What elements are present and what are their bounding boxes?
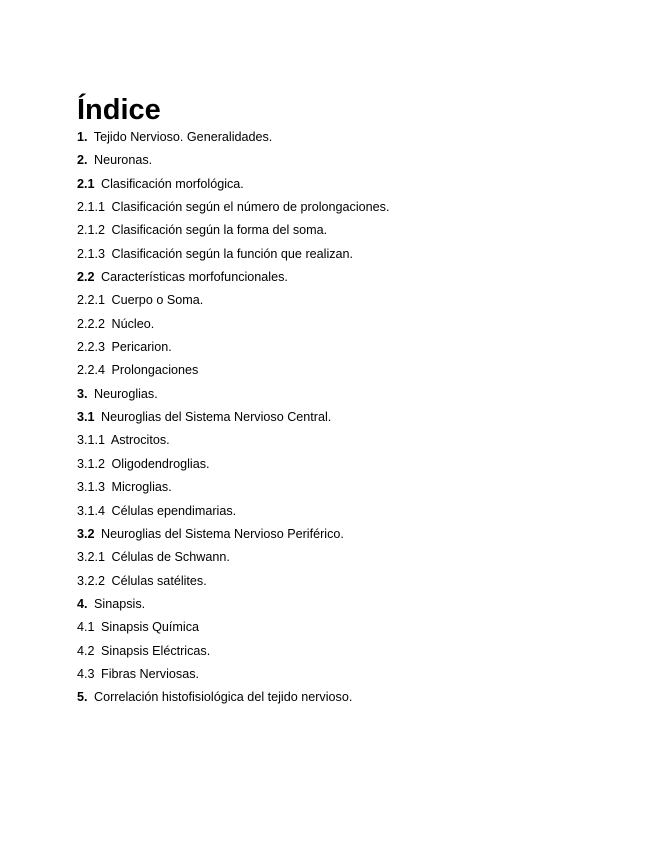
toc-entry-number: 3.: [77, 386, 88, 401]
toc-entry: [77, 149, 389, 172]
toc-entry-number: 4.: [77, 596, 88, 611]
toc-entry: [77, 336, 389, 359]
toc-entry-text: Correlación histofisiológica del tejido nervioso.: [94, 690, 353, 705]
toc-entry-text: Oligodendroglias.: [111, 456, 210, 471]
toc-entry-number: 2.1.2: [77, 223, 106, 238]
toc-entry: [77, 219, 389, 242]
toc-entry-text: Pericarion.: [111, 340, 172, 355]
toc-entry: [77, 429, 389, 452]
toc-entry: [77, 313, 389, 336]
toc-entry: [77, 546, 389, 569]
toc-entry-number: 3.1.4: [77, 503, 106, 518]
toc-entry-number: 2.1.3: [77, 246, 106, 261]
toc-entry-number: 3.1.1: [77, 433, 106, 448]
toc-entry-text: Sinapsis Química: [101, 620, 200, 635]
toc-entry-text: Neuronas.: [94, 153, 153, 168]
toc-entry-number: 4.3: [77, 666, 95, 681]
toc-entry-text: Sinapsis Eléctricas.: [101, 643, 211, 658]
toc-entry: [77, 196, 389, 219]
toc-entry: [77, 126, 389, 149]
toc-entry: [77, 453, 389, 476]
table-of-contents: [77, 126, 389, 710]
toc-entry-number: 5.: [77, 690, 88, 705]
toc-entry-number: 2.2.4: [77, 363, 106, 378]
toc-entry: [77, 523, 389, 546]
toc-entry: [77, 406, 389, 429]
toc-entry-text: Clasificación según el número de prolongaciones.: [111, 200, 390, 215]
toc-entry: [77, 640, 389, 663]
toc-entry-text: Cuerpo o Soma.: [111, 293, 204, 308]
toc-entry-number: 3.1: [77, 410, 95, 425]
toc-entry-text: Neuroglias.: [94, 386, 158, 401]
toc-entry-number: 2.2.2: [77, 316, 106, 331]
toc-entry: [77, 243, 389, 266]
toc-entry-text: Células de Schwann.: [111, 550, 230, 565]
toc-entry-text: Neuroglias del Sistema Nervioso Periférico.: [101, 526, 344, 541]
toc-entry-text: Astrocitos.: [110, 433, 170, 448]
toc-entry-number: 4.2: [77, 643, 95, 658]
toc-entry-number: 2.1: [77, 176, 95, 191]
page-title: Índice: [77, 94, 161, 127]
toc-entry: [77, 500, 389, 523]
toc-entry-text: Clasificación según la función que realizan.: [111, 246, 354, 261]
toc-entry-number: 3.1.2: [77, 456, 106, 471]
toc-entry-text: Clasificación según la forma del soma.: [111, 223, 328, 238]
toc-entry-text: Sinapsis.: [94, 596, 146, 611]
toc-entry-text: Células ependimarias.: [111, 503, 237, 518]
toc-entry-number: 4.1: [77, 620, 95, 635]
toc-entry-number: 3.2.2: [77, 573, 106, 588]
toc-entry-text: Neuroglias del Sistema Nervioso Central.: [101, 410, 332, 425]
toc-entry: [77, 266, 389, 289]
toc-entry: [77, 663, 389, 686]
toc-entry-number: 3.2.1: [77, 550, 106, 565]
toc-entry: [77, 686, 389, 709]
toc-entry-number: 2.1.1: [77, 200, 106, 215]
toc-entry-number: 3.2: [77, 526, 95, 541]
toc-entry: [77, 359, 389, 382]
toc-entry: [77, 616, 389, 639]
toc-entry: [77, 476, 389, 499]
toc-entry-text: Tejido Nervioso. Generalidades.: [93, 130, 273, 144]
toc-entry: [77, 289, 389, 312]
toc-entry-text: Clasificación morfológica.: [101, 176, 244, 191]
toc-entry: [77, 593, 389, 616]
toc-entry-number: 3.1.3: [77, 480, 106, 495]
toc-entry-text: Fibras Nerviosas.: [101, 666, 199, 681]
toc-entry-number: 2.2: [77, 270, 95, 285]
toc-entry-text: Microglias.: [111, 480, 172, 495]
toc-entry-number: 2.2.3: [77, 340, 106, 355]
toc-entry-number: 1.: [77, 130, 88, 144]
toc-entry: [77, 173, 389, 196]
toc-entry-text: Prolongaciones: [111, 363, 199, 378]
toc-entry-number: 2.: [77, 153, 88, 168]
toc-entry-text: Células satélites.: [111, 573, 207, 588]
toc-entry-number: 2.2.1: [77, 293, 106, 308]
toc-entry-text: Núcleo.: [111, 316, 155, 331]
toc-entry: [77, 570, 389, 593]
toc-entry-text: Características morfofuncionales.: [101, 270, 288, 285]
toc-entry: [77, 383, 389, 406]
